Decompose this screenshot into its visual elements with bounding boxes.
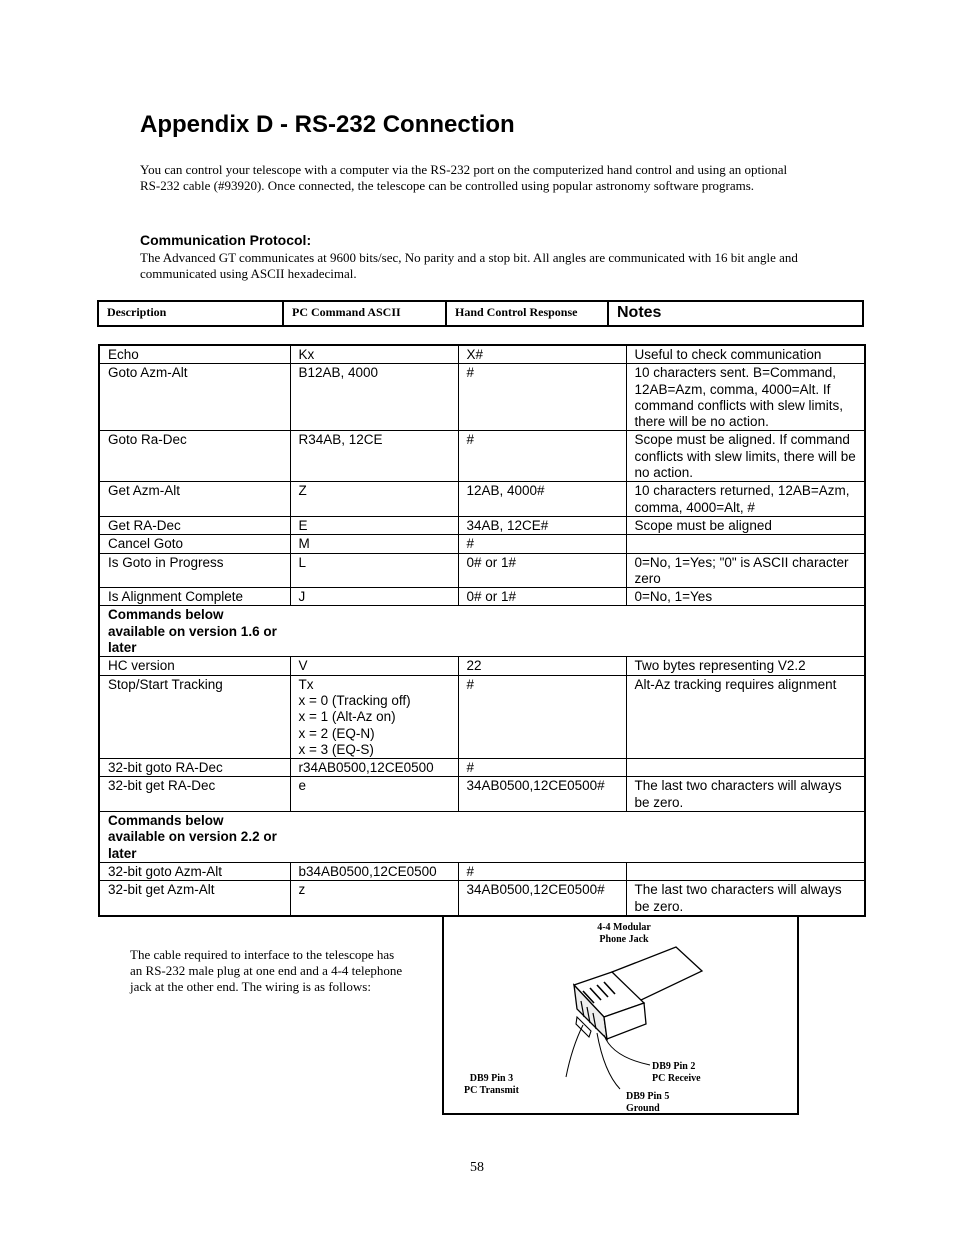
version-note: Commands below available on version 2.2 or later — [99, 812, 865, 863]
table-row — [99, 862, 865, 880]
table-row — [99, 431, 865, 482]
label-pin3 — [464, 1073, 519, 1097]
row-response: X# — [458, 345, 626, 364]
phone-jack-figure — [442, 915, 799, 1115]
row-response: # — [458, 675, 626, 758]
table-row — [99, 675, 865, 758]
table-row — [99, 881, 865, 916]
row-notes — [626, 535, 865, 553]
header-pc-command: PC Command ASCII — [282, 302, 445, 325]
row-notes — [626, 759, 865, 777]
row-command: r34AB0500,12CE0500 — [290, 759, 458, 777]
row-command: Tx x = 0 (Tracking off) x = 1 (Alt-Az on) x = 2 (EQ-N) x = 3 (EQ-S) — [290, 675, 458, 758]
row-description: Is Goto in Progress — [99, 553, 290, 588]
command-table — [98, 344, 866, 917]
row-description: Goto Ra-Dec — [99, 431, 290, 482]
row-response: 12AB, 4000# — [458, 482, 626, 517]
table-row — [99, 482, 865, 517]
row-command: Kx — [290, 345, 458, 364]
figure-title-text: 4-4 Modular Phone Jack — [597, 922, 651, 945]
row-command: b34AB0500,12CE0500 — [290, 862, 458, 880]
row-command: E — [290, 516, 458, 534]
label-pin3-text: DB9 Pin 3 PC Transmit — [464, 1073, 519, 1096]
table-row — [99, 657, 865, 675]
table-row — [99, 588, 865, 606]
row-notes: Two bytes representing V2.2 — [626, 657, 865, 675]
table-row — [99, 535, 865, 553]
page-number: 58 — [470, 1160, 484, 1175]
row-command: J — [290, 588, 458, 606]
row-response: 0# or 1# — [458, 553, 626, 588]
figure-title — [584, 922, 664, 946]
row-notes: The last two characters will always be zero. — [626, 881, 865, 916]
row-notes: 10 characters returned, 12AB=Azm, comma, 4000=Alt, # — [626, 482, 865, 517]
row-response: 34AB0500,12CE0500# — [458, 777, 626, 812]
row-command: R34AB, 12CE — [290, 431, 458, 482]
row-response: 34AB, 12CE# — [458, 516, 626, 534]
row-notes: Alt-Az tracking requires alignment — [626, 675, 865, 758]
row-notes: 0=No, 1=Yes — [626, 588, 865, 606]
table-row — [99, 516, 865, 534]
table-note-row — [99, 606, 865, 657]
row-description: Echo — [99, 345, 290, 364]
row-command: M — [290, 535, 458, 553]
row-command: B12AB, 4000 — [290, 364, 458, 431]
command-table-body — [99, 345, 865, 916]
row-response: 0# or 1# — [458, 588, 626, 606]
row-description: 32-bit goto Azm-Alt — [99, 862, 290, 880]
row-description: Get RA-Dec — [99, 516, 290, 534]
row-description: Stop/Start Tracking — [99, 675, 290, 758]
row-notes: The last two characters will always be zero. — [626, 777, 865, 812]
command-table-header — [97, 300, 864, 327]
row-command: L — [290, 553, 458, 588]
label-pin2-text: DB9 Pin 2 PC Receive — [652, 1061, 701, 1084]
row-description: Cancel Goto — [99, 535, 290, 553]
intro-paragraph: You can control your telescope with a computer via the RS-232 port on the computerized hand control and using an optional RS-232 cable (#93920). Once connected, the telescope can be controlled using popular astronomy software programs. — [140, 162, 788, 193]
row-command: Z — [290, 482, 458, 517]
row-response: # — [458, 535, 626, 553]
row-command: e — [290, 777, 458, 812]
row-command: z — [290, 881, 458, 916]
header-notes: Notes — [607, 302, 862, 325]
row-notes: Scope must be aligned — [626, 516, 865, 534]
row-notes: Useful to check communication — [626, 345, 865, 364]
row-command: V — [290, 657, 458, 675]
row-description: 32-bit get RA-Dec — [99, 777, 290, 812]
label-pin5 — [626, 1091, 669, 1115]
label-pin5-text: DB9 Pin 5 Ground — [626, 1091, 670, 1114]
row-notes: 10 characters sent. B=Command, 12AB=Azm, comma, 4000=Alt. If command conflicts with slew limits, there will be no action. — [626, 364, 865, 431]
protocol-heading: Communication Protocol: — [140, 232, 312, 248]
row-description: 32-bit get Azm-Alt — [99, 881, 290, 916]
table-row — [99, 345, 865, 364]
row-description: Goto Azm-Alt — [99, 364, 290, 431]
page-title: Appendix D - RS-232 Connection — [140, 111, 515, 138]
table-row — [99, 553, 865, 588]
row-description: Get Azm-Alt — [99, 482, 290, 517]
protocol-paragraph: The Advanced GT communicates at 9600 bits/sec, No parity and a stop bit. All angles are communicated with 16 bit angle and communicated using ASCII hexadecimal. — [140, 250, 798, 281]
row-response: # — [458, 431, 626, 482]
row-notes: 0=No, 1=Yes; "0" is ASCII character zero — [626, 553, 865, 588]
row-response: # — [458, 364, 626, 431]
table-row — [99, 777, 865, 812]
row-response: 22 — [458, 657, 626, 675]
row-notes: Scope must be aligned. If command conflicts with slew limits, there will be no action. — [626, 431, 865, 482]
table-row — [99, 364, 865, 431]
table-note-row — [99, 812, 865, 863]
version-note: Commands below available on version 1.6 or later — [99, 606, 865, 657]
row-notes — [626, 862, 865, 880]
row-description: HC version — [99, 657, 290, 675]
row-response: # — [458, 862, 626, 880]
row-response: # — [458, 759, 626, 777]
header-description: Description — [107, 305, 167, 319]
row-description: 32-bit goto RA-Dec — [99, 759, 290, 777]
cable-description: The cable required to interface to the telescope has an RS-232 male plug at one end and a 4-4 telephone jack at the other end. The wiring is as follows: — [130, 947, 403, 994]
header-hand-control-response: Hand Control Response — [445, 302, 607, 325]
row-response: 34AB0500,12CE0500# — [458, 881, 626, 916]
table-row — [99, 759, 865, 777]
row-description: Is Alignment Complete — [99, 588, 290, 606]
label-pin2 — [652, 1061, 701, 1085]
